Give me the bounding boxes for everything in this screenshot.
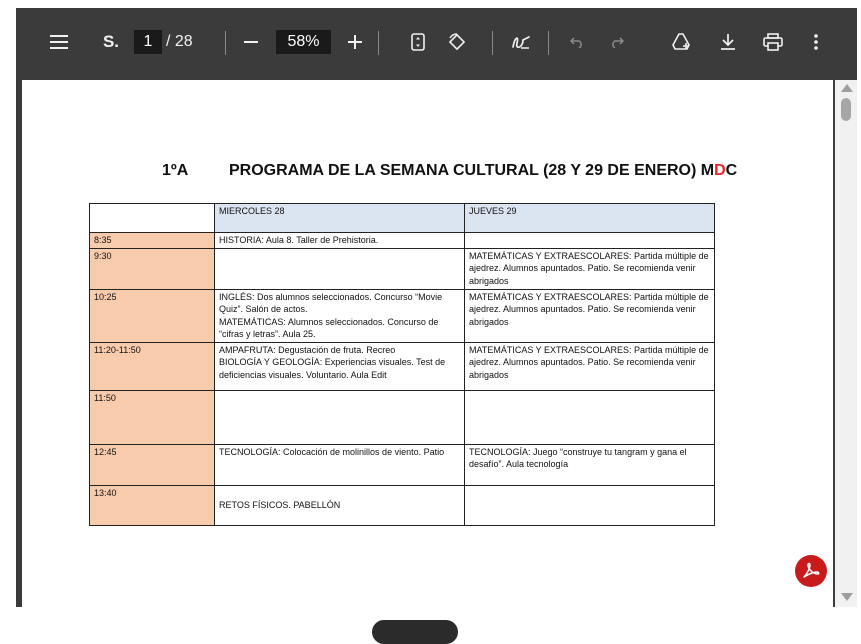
zoom-level-input[interactable]: 58% [276,30,331,54]
title-end: C [725,162,738,179]
schedule-table [89,203,715,526]
scrollbar-thumb[interactable] [841,98,851,121]
pdf-toolbar [16,8,857,76]
zoom-out-button[interactable] [238,8,264,76]
wednesday-cell [215,248,465,289]
scroll-up-arrow-icon[interactable] [841,84,853,92]
undo-icon[interactable] [566,8,588,76]
table-header-row [90,204,715,233]
wednesday-cell: RETOS FÍSICOS. PABELLÓN [215,485,465,525]
zoom-in-button[interactable] [342,8,368,76]
acrobat-icon [802,562,820,580]
toolbar-divider [378,31,379,55]
draw-icon[interactable] [508,8,534,76]
time-cell: 10:25 [90,289,215,342]
time-cell: 12:45 [90,444,215,485]
thursday-cell: MATEMÁTICAS Y EXTRAESCOLARES: Partida múltiple de ajedrez. Alumnos apuntados. Patio. Se recomienda venir abrigados [465,342,715,390]
page-title [229,162,737,184]
header-cell-thursday: JUEVES 29 [465,204,715,233]
title-red-letter: D [714,162,726,179]
table-row [90,233,715,249]
table-row [90,444,715,485]
time-cell: 11:50 [90,390,215,444]
wednesday-cell: TECNOLOGÍA: Colocación de molinillos de viento. Patio [215,444,465,485]
wednesday-cell [215,390,465,444]
time-cell: 8:35 [90,233,215,249]
time-cell: 11:20-11:50 [90,342,215,390]
vertical-scrollbar[interactable] [835,80,857,607]
rotate-icon[interactable] [444,8,470,76]
wednesday-cell: HISTORIA: Aula 8. Taller de Prehistoria. [215,233,465,249]
download-icon[interactable] [716,8,740,76]
table-row [90,485,715,525]
save-to-drive-icon[interactable] [669,8,695,76]
thursday-cell: MATEMÁTICAS Y EXTRAESCOLARES: Partida múltiple de ajedrez. Alumnos apuntados. Patio. Se recomienda venir abrigados [465,248,715,289]
toolbar-divider [548,31,549,55]
time-cell: 13:40 [90,485,215,525]
more-options-icon[interactable] [806,8,826,76]
header-cell-empty [90,204,215,233]
acrobat-button[interactable] [795,555,827,587]
plus-icon [348,35,362,49]
time-cell: 9:30 [90,248,215,289]
group-label: 1ºA [162,162,189,179]
table-row [90,390,715,444]
table-row [90,248,715,289]
toolbar-divider [492,31,493,55]
page-indicator-pill [372,620,458,644]
thursday-cell [465,233,715,249]
header-cell-wednesday: MIERCOLES 28 [215,204,465,233]
redo-icon[interactable] [606,8,628,76]
wednesday-cell: AMPAFRUTA: Degustación de fruta. Recreo BIOLOGÍA Y GEOLOGÍA: Experiencias visuales. Test de deficiencias visuales. Voluntario. Aula Edit [215,342,465,390]
table-row [90,289,715,342]
fit-page-icon[interactable] [406,8,430,76]
thursday-cell [465,390,715,444]
thursday-cell: MATEMÁTICAS Y EXTRAESCOLARES: Partida múltiple de ajedrez. Alumnos apuntados. Patio. Se recomienda venir abrigados [465,289,715,342]
thursday-cell [465,485,715,525]
scroll-down-arrow-icon[interactable] [841,593,853,601]
toolbar-divider [225,31,226,55]
thursday-cell: TECNOLOGÍA: Juego “construye tu tangram y gana el desafío”. Aula tecnología [465,444,715,485]
document-title: S. [102,32,120,51]
minus-icon [244,41,258,43]
title-main: PROGRAMA DE LA SEMANA CULTURAL (28 Y 29 DE ENERO) M [229,162,715,179]
print-icon[interactable] [760,8,786,76]
page-total: / 28 [166,33,193,50]
wednesday-cell: INGLÉS: Dos alumnos seleccionados. Concurso “Movie Quiz”. Salón de actos. MATEMÁTICAS: Alumnos seleccionados. Concurso de “cifras y letras”. Aula 25. [215,289,465,342]
page-number-input[interactable]: 1 [134,30,162,54]
menu-icon[interactable] [44,8,74,76]
table-row [90,342,715,390]
